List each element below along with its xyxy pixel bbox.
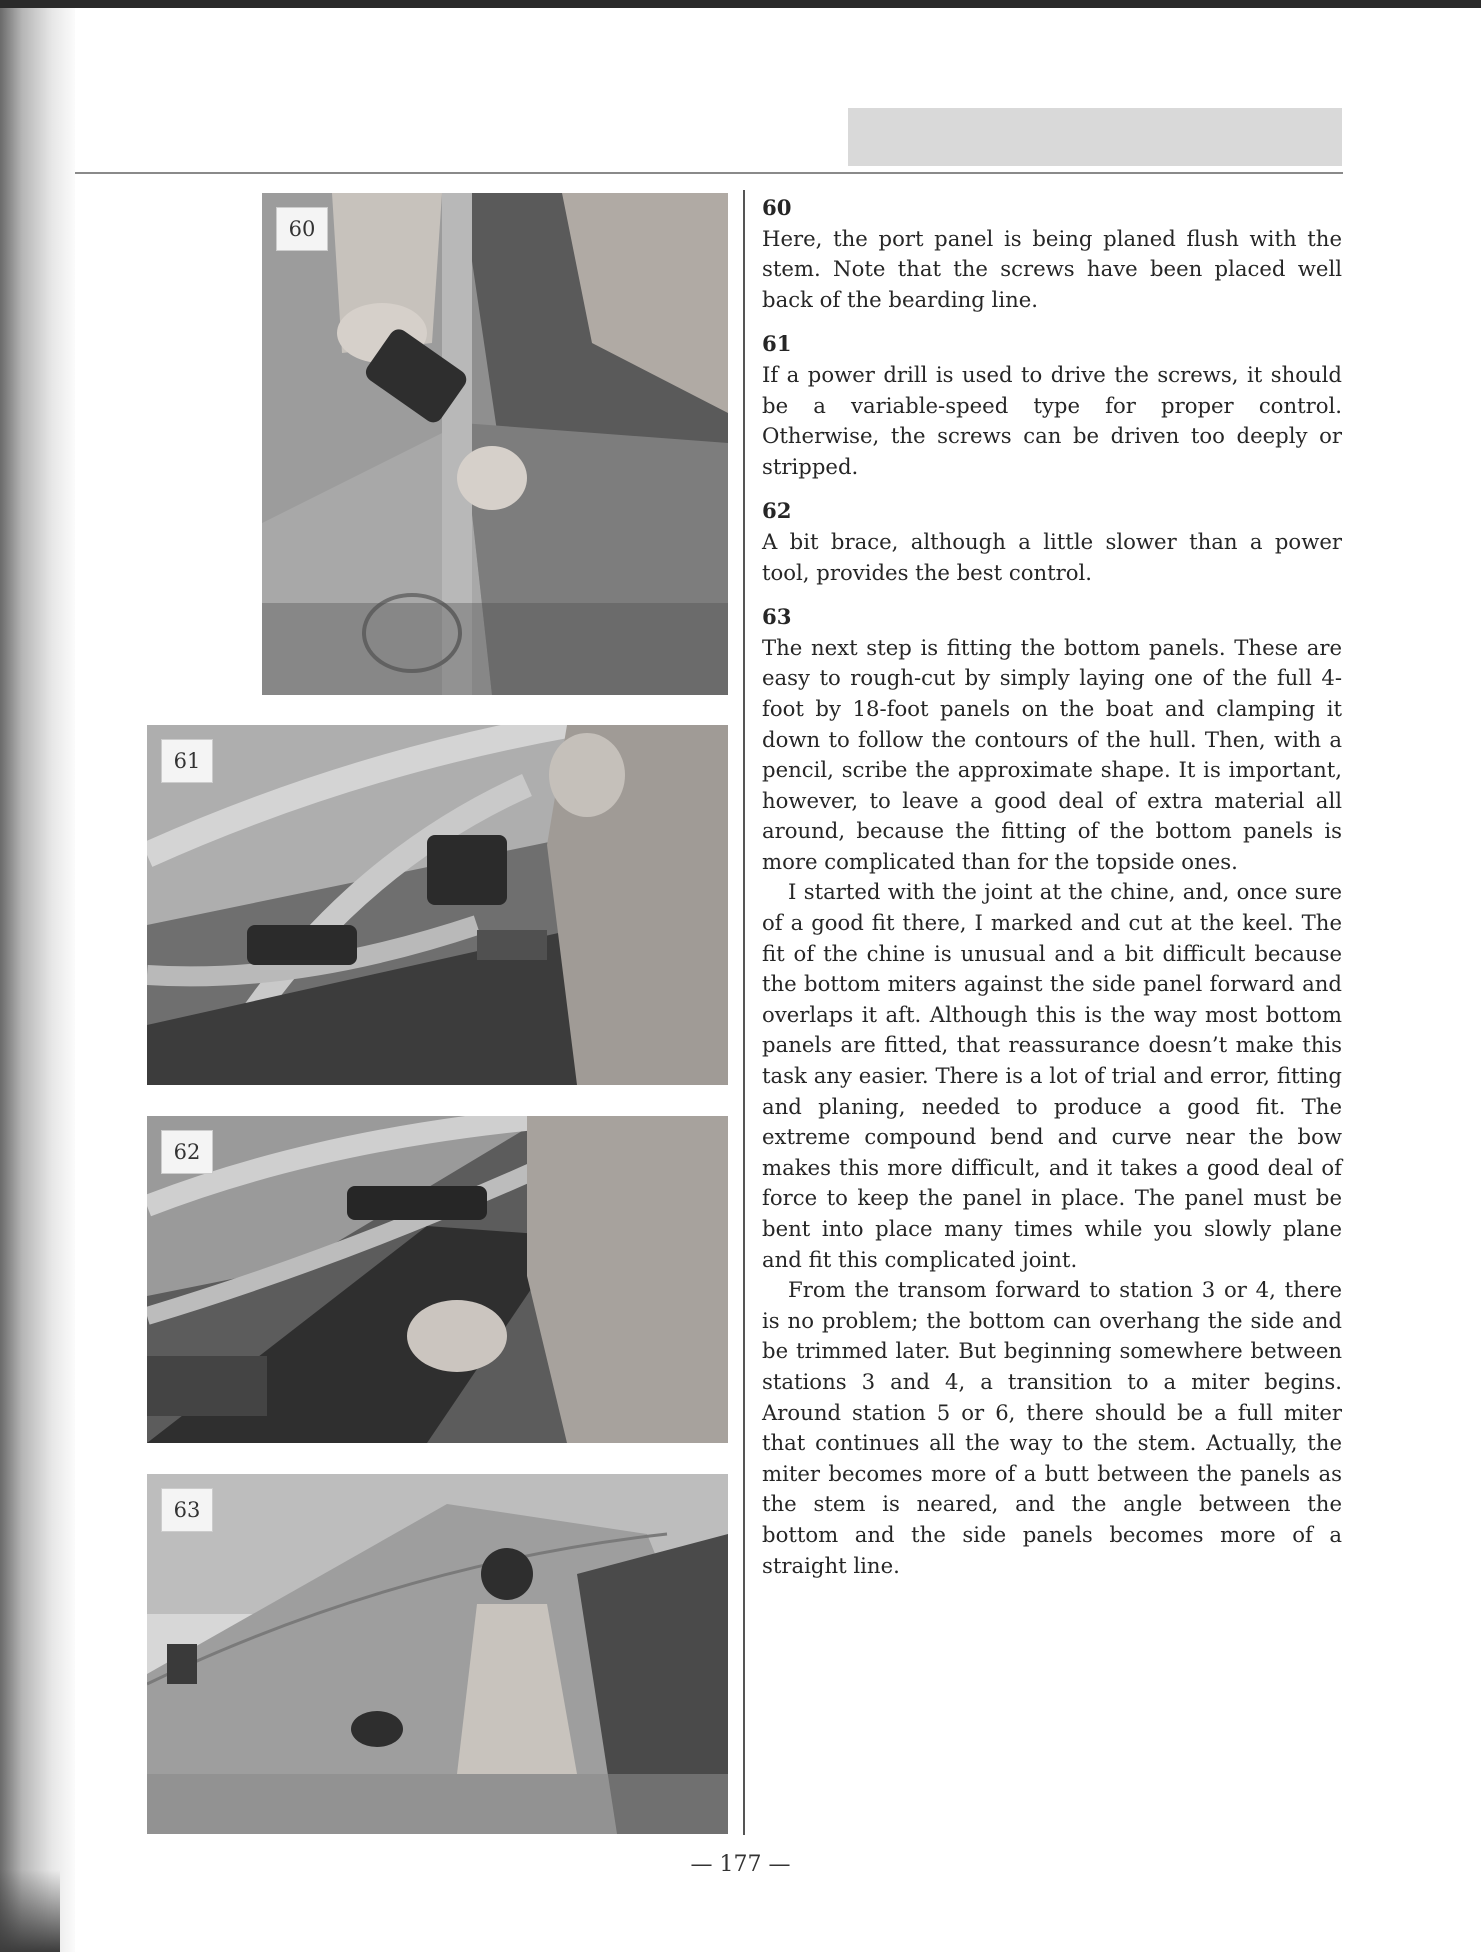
figure-number-61: 61 <box>161 739 213 783</box>
photo-62-image <box>147 1116 728 1443</box>
header-show-through <box>848 108 1342 166</box>
caption-number: 60 <box>762 195 792 220</box>
caption-61 <box>762 329 1342 482</box>
photo-figure-63 <box>147 1474 728 1834</box>
photo-figure-60 <box>262 193 728 695</box>
page-gutter-shadow <box>0 0 75 1952</box>
caption-text: A bit brace, although a little slower than a power tool, provides the best control. <box>762 528 1342 585</box>
caption-60 <box>762 193 1342 315</box>
page-corner-shadow <box>0 1870 60 1952</box>
photo-60-image <box>262 193 728 695</box>
scan-top-edge <box>0 0 1481 8</box>
body-paragraph: From the transom forward to station 3 or 4, there is no problem; the bottom can overhang the side and be trimmed later. But beginning somewhere between stations 3 and 4, a transition to a miter begins. Around station 5 or 6, there should be a full miter that continues all the way to the stem. Actually, the miter becomes more of a butt between the panels as the stem is neared, and the angle between the bottom and the side panels becomes more of a straight line. <box>762 1277 1342 1578</box>
caption-number: 61 <box>762 331 792 357</box>
page-number: — 177 — <box>690 1852 791 1877</box>
photo-figure-61 <box>147 725 728 1085</box>
body-paragraph: I started with the joint at the chine, and, once sure of a good fit there, I marked and cut at the keel. The fit of the chine is unusual and a bit difficult because the bottom miters against the side panel forward and overlaps it aft. Although this is the way most bottom panels are fitted, that reassurance doesn’t make this task any easier. There is a lot of trial and error, fitting and planing, needed to produce a good fit. The extreme compound bend and curve near the bow makes this more difficult, and it takes a good deal of force to keep the panel in place. The panel must be bent into place many times while you slowly plane and fit this complicated joint. <box>762 879 1342 1272</box>
caption-text: If a power drill is used to drive the screws, it should be a variable-speed type for proper control. Otherwise, the screws can be driven too deeply or stripped. <box>762 361 1342 479</box>
photo-61-image <box>147 725 728 1085</box>
caption-number: 63 <box>762 604 792 630</box>
caption-text: Here, the port panel is being planed flush with the stem. Note that the screws have been placed well back of the bearding line. <box>762 225 1342 312</box>
body-paragraph: The next step is fitting the bottom panels. These are easy to rough-cut by simply laying one of the full 4-foot by 18-foot panels on the boat and clamping it down to follow the contours of the hull. Then, with a pencil, scribe the approximate shape. It is important, however, to leave a good deal of extra material all around, because the fitting of the bottom panels is more complicated than for the topside ones. <box>762 634 1342 874</box>
text-column <box>762 193 1342 1595</box>
figure-number-63: 63 <box>161 1488 213 1532</box>
caption-62 <box>762 496 1342 588</box>
column-divider <box>743 190 745 1835</box>
caption-number: 62 <box>762 498 792 524</box>
header-rule <box>75 172 1343 174</box>
caption-63 <box>762 602 1342 1581</box>
photo-figure-62 <box>147 1116 728 1443</box>
figure-number-60: 60 <box>276 207 328 251</box>
photo-63-image <box>147 1474 728 1834</box>
figure-number-62: 62 <box>161 1130 213 1174</box>
